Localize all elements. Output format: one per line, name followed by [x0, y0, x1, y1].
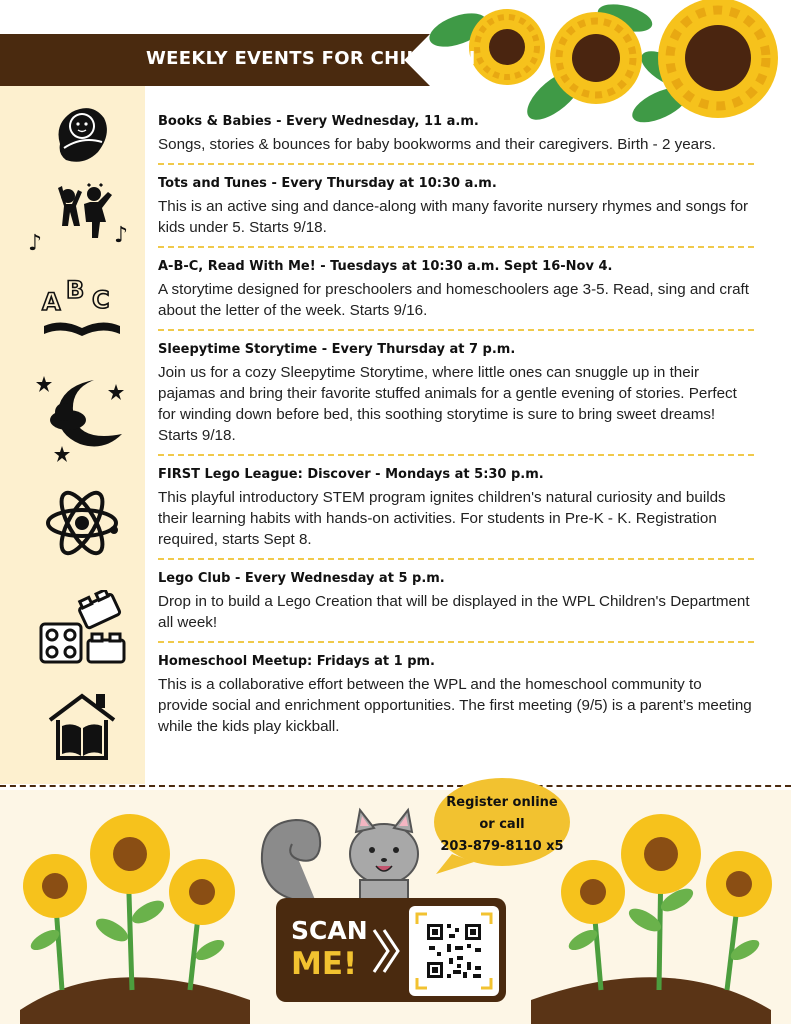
- event-sleepytime-storytime: [158, 341, 754, 456]
- event-title: Homeschool Meetup: Fridays at 1 pm.: [158, 654, 435, 669]
- event-title: Tots and Tunes - Every Thursday at 10:30 a.m.: [158, 176, 497, 191]
- qr-code[interactable]: [409, 906, 499, 996]
- squirrel-mascot: [256, 806, 426, 902]
- event-description: This is an active sing and dance-along with many favorite nursery rhymes and songs for kids under 5. Starts 9/18.: [158, 198, 749, 236]
- event-list: [158, 113, 754, 755]
- qr-code-pattern: [409, 906, 499, 996]
- event-homeschool-meetup: [158, 653, 754, 745]
- event-description: This playful introductory STEM program ignites children's natural curiosity and builds their learning habits with hands-on activities. For students in Pre-K - K. Registration required, starts Sept 8.: [158, 489, 726, 548]
- event-title: Books & Babies - Every Wednesday, 11 a.m.: [158, 114, 479, 129]
- atom-icon: [44, 485, 120, 561]
- event-title: Sleepytime Storytime - Every Thursday at 7 p.m.: [158, 342, 516, 357]
- sunflowers-header-decoration: [420, 0, 791, 130]
- scan-label: SCAN: [291, 916, 368, 945]
- event-books-and-babies: [158, 113, 754, 165]
- event-tots-and-tunes: [158, 175, 754, 248]
- register-line-2: or call: [479, 817, 525, 832]
- svg-text:A: A: [42, 288, 61, 316]
- event-description: Drop in to build a Lego Creation that will be displayed in the WPL Children's Department all week!: [158, 593, 750, 631]
- sunflowers-left-decoration: [0, 800, 270, 1024]
- event-title: Lego Club - Every Wednesday at 5 p.m.: [158, 571, 445, 586]
- lego-bricks-icon: [38, 590, 130, 666]
- svg-text:B: B: [66, 276, 85, 304]
- me-label: ME!: [291, 946, 358, 982]
- event-description: Songs, stories & bounces for baby bookworms and their caregivers. Birth - 2 years.: [158, 136, 716, 153]
- house-book-icon: [46, 690, 118, 762]
- event-first-lego-league: [158, 466, 754, 560]
- baby-icon: [52, 104, 112, 166]
- moon-stars-icon: [34, 372, 128, 462]
- svg-text:♪: ♪: [114, 223, 129, 248]
- event-title: FIRST Lego League: Discover - Mondays at 5:30 p.m.: [158, 467, 544, 482]
- register-info: [437, 792, 567, 858]
- event-title: A-B-C, Read With Me! - Tuesdays at 10:30 a.m. Sept 16-Nov 4.: [158, 259, 613, 274]
- double-chevron-icon: [370, 926, 402, 976]
- page-title: WEEKLY EVENTS FOR CHILDREN: [146, 48, 476, 69]
- svg-text:♪: ♪: [28, 231, 43, 252]
- event-description: Join us for a cozy Sleepytime Storytime, where little ones can snuggle up in their pajamas and bring their favorite stuffed animals for a gentle evening of stories. Perfect for winding down before bed, this soothing storytime is sure to bring sweet dreams! Starts 9/18.: [158, 364, 737, 444]
- event-lego-club: [158, 570, 754, 643]
- event-abc-read-with-me: [158, 258, 754, 331]
- event-description: A storytime designed for preschoolers and homeschoolers age 3-5. Read, sing and craft about the letter of the week. Starts 9/16.: [158, 281, 749, 319]
- dancing-kids-icon: [28, 182, 134, 252]
- abc-book-icon: [40, 270, 124, 340]
- event-description: This is a collaborative effort between the WPL and the homeschool community to provide social and enrichment opportunities. The first meeting (9/5) is a parent’s meeting while the kids play kickball.: [158, 676, 752, 735]
- register-phone: 203-879-8110 x5: [440, 839, 564, 854]
- register-line-1: Register online: [446, 795, 558, 810]
- svg-text:C: C: [92, 286, 110, 314]
- section-divider: [0, 785, 791, 787]
